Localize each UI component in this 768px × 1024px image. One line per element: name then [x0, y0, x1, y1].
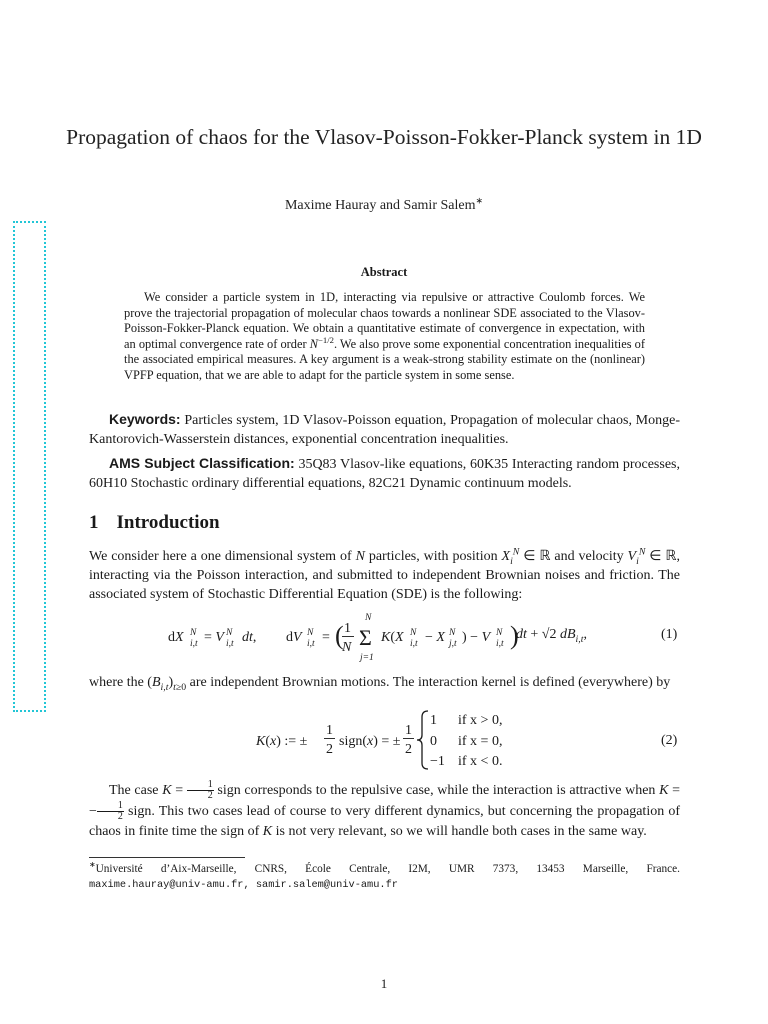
svg-text:K(X: K(X: [381, 630, 404, 645]
svg-text:= V: = V: [204, 630, 224, 645]
footnote-emails[interactable]: maxime.hauray@univ-amu.fr, samir.salem@univ-amu.fr: [89, 879, 398, 891]
ams-paragraph: [89, 454, 680, 493]
svg-text:N: N: [342, 640, 352, 655]
keywords-paragraph: [89, 410, 680, 449]
svg-text:dV: dV: [286, 630, 302, 645]
svg-text:2: 2: [326, 742, 333, 757]
case-condition: if x < 0.: [458, 754, 503, 769]
author-line: [0, 195, 768, 214]
footnote: [89, 861, 680, 893]
case-condition: if x > 0,: [458, 713, 503, 728]
abstract-text: [124, 290, 645, 384]
svg-text:i,t: i,t: [226, 639, 234, 649]
ams-text: 35Q83 Vlasov-like equations, 60K35 Interacting random processes, 60H10 Stochastic ordinary differential equations, 82C21 Dynamic continuum models.: [89, 457, 680, 491]
svg-text:(: (: [335, 621, 344, 650]
paper-title: Propagation of chaos for the Vlasov-Poisson-Fokker-Planck system in 1D: [66, 125, 702, 149]
intro-paragraph-3: [89, 780, 680, 841]
intro-paragraph-2: [89, 673, 680, 692]
case-row: −1 if x < 0.: [430, 754, 503, 769]
svg-text:N: N: [449, 628, 456, 638]
svg-text:N: N: [307, 628, 314, 638]
svg-text:=: =: [322, 630, 330, 645]
case-row: 0 if x = 0,: [430, 733, 503, 749]
footnote-mark: ∗: [89, 860, 96, 870]
svg-text:N: N: [190, 628, 197, 638]
case-row: 1 if x > 0,: [430, 713, 503, 728]
svg-text:N: N: [226, 628, 233, 638]
svg-text:dX: dX: [168, 630, 184, 645]
intro-paragraph-2-text: where the $(B_{i,t})_{t\ge 0}$ are independent Brownian motions. The interaction kernel is defined (everywhere) by: [89, 675, 671, 693]
svg-text:dt,: dt,: [242, 630, 257, 645]
footnote-affiliation: Université d’Aix-Marseille, CNRS, École Centrale, I2M, UMR 7373, 13453 Marseille, France.: [95, 863, 680, 875]
svg-text:N: N: [365, 613, 372, 623]
svg-text:) − V: ) − V: [462, 630, 491, 645]
equation-1-tail: dt + √2 $dB_{i,t}$,: [516, 627, 587, 645]
svg-text:2: 2: [405, 742, 412, 757]
svg-text:i,t: i,t: [307, 639, 315, 649]
keywords-label: Keywords:: [109, 411, 181, 427]
selection-marker: [13, 221, 46, 712]
equation-2-number: (2): [661, 733, 678, 748]
author-names: Maxime Hauray and Samir Salem: [284, 198, 476, 213]
svg-text:i,t: i,t: [496, 639, 504, 649]
intro-paragraph-3-text: The case K = $\frac{1}{2}$ sign corresponds to the repulsive case, while the interaction is attractive when K = − $\frac{1}{2}$ sign. This two cases lead of course to very different dynamics, but concerning the propagation of chaos in finite time the sign of K is not very relevant, so we will handle both cases in the same way.: [89, 779, 680, 839]
svg-text:j=1: j=1: [360, 653, 374, 663]
page-number: 1: [380, 976, 388, 991]
ams-label: AMS Subject Classification:: [109, 455, 295, 471]
keywords-text: Particles system, 1D Vlasov-Poisson equation, Propagation of molecular chaos, Monge-Kantorovich-Wasserstein distances, exponential concentration inequalities.: [89, 413, 680, 447]
svg-text:N: N: [496, 628, 503, 638]
svg-text:sign(x) = ±: sign(x) = ±: [339, 734, 401, 749]
svg-text:1: 1: [326, 723, 333, 738]
equation-2-graphic: [250, 707, 550, 773]
svg-text:− X: − X: [425, 630, 445, 645]
svg-text:N: N: [410, 628, 417, 638]
intro-paragraph-1: [89, 547, 680, 604]
svg-text:): ): [510, 621, 519, 650]
section-number: 1: [89, 512, 99, 533]
author-footnote-mark: ∗: [475, 195, 484, 206]
abstract-body: We consider a particle system in 1D, interacting via repulsive or attractive Coulomb forces. We prove the trajectorial propagation of molecular chaos towards a nonlinear SDE associated to the Vlasov-Poisson-Fokker-Planck equation. We obtain a quantitative estimate of convergence in expectation, with an optimal convergence rate of order $N^{-1/2}$. We also prove some exponential concentration inequalities of the associated empirical measures. A key argument is a weak-strong stability estimate on the (nonlinear) VPFP equation, that we are able to adapt for the particle system in some sense.: [124, 290, 646, 382]
svg-text:1: 1: [405, 723, 412, 738]
equation-1-graphic: [160, 608, 560, 664]
svg-text:i,t: i,t: [410, 639, 418, 649]
section-heading: [89, 512, 220, 534]
abstract-heading: Abstract: [360, 265, 408, 279]
svg-text:i,t: i,t: [190, 639, 198, 649]
svg-text:j,t: j,t: [449, 639, 457, 649]
svg-text:K(x) := ±: K(x) := ±: [256, 734, 308, 749]
section-title: Introduction: [116, 512, 220, 533]
footnote-rule: [89, 857, 245, 858]
case-condition: if x = 0,: [458, 733, 503, 749]
svg-text:1: 1: [344, 621, 351, 636]
footnote-affiliation-line: [89, 861, 680, 877]
equation-1-number: (1): [661, 627, 678, 642]
intro-paragraph-1-text: We consider here a one dimensional system of N particles, with position $X_i^N$ ∈ ℝ and velocity $V_i^N$ ∈ ℝ, interacting via the Poisson interaction, and submitted to independent Brownian noises and friction. The associated system of Stochastic Differential Equation (SDE) is the following:: [89, 546, 680, 602]
svg-text:Σ: Σ: [359, 625, 372, 650]
equation-2-cases: [430, 711, 502, 773]
